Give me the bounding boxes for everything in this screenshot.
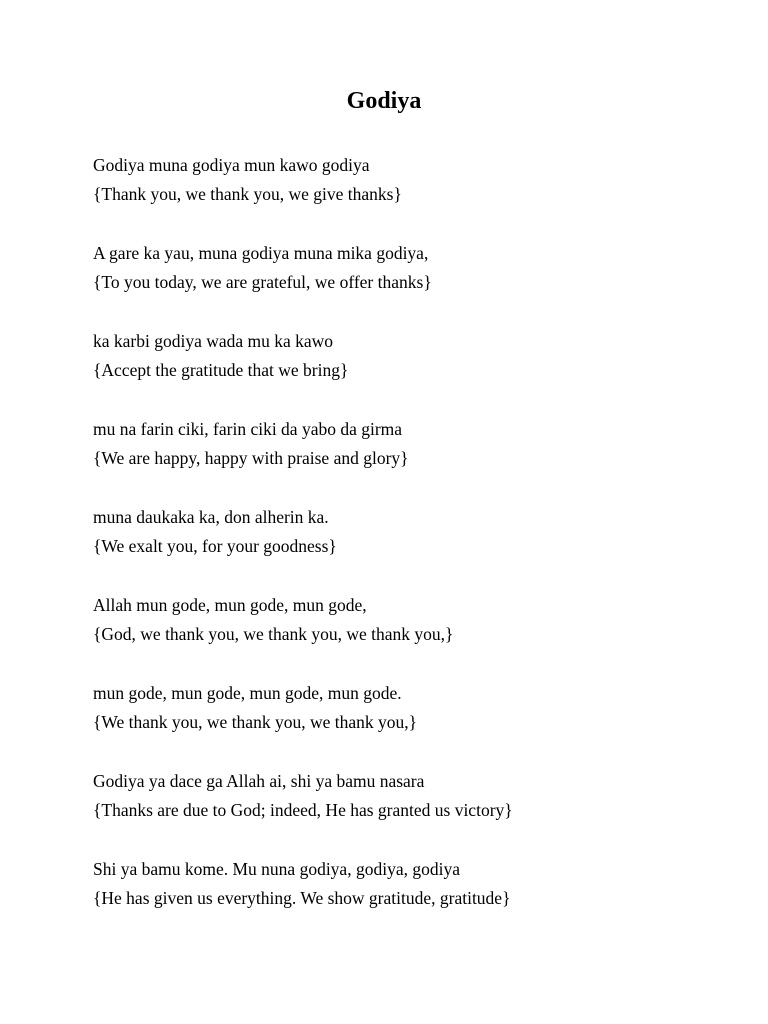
stanza-translation-line: {We exalt you, for your goodness} xyxy=(93,536,337,556)
stanza-translation-line: {Thanks are due to God; indeed, He has granted us victory} xyxy=(93,800,513,820)
stanza-7 xyxy=(93,679,713,767)
stanza-original-line: A gare ka yau, muna godiya muna mika godiya, xyxy=(93,243,429,263)
stanza-list xyxy=(93,151,713,943)
stanza-translation-line: {He has given us everything. We show gratitude, gratitude} xyxy=(93,888,511,908)
stanza-translation-line: {To you today, we are grateful, we offer thanks} xyxy=(93,272,432,292)
stanza-1 xyxy=(93,151,713,239)
document-title: Godiya xyxy=(346,88,422,114)
stanza-original-line: mu na farin ciki, farin ciki da yabo da girma xyxy=(93,419,403,439)
stanza-5 xyxy=(93,503,713,591)
stanza-translation-line: {We thank you, we thank you, we thank you,} xyxy=(93,712,418,732)
stanza-translation-line: {Thank you, we thank you, we give thanks} xyxy=(93,184,402,204)
stanza-original-line: mun gode, mun gode, mun gode, mun gode. xyxy=(93,683,402,703)
stanza-original-line: Allah mun gode, mun gode, mun gode, xyxy=(93,595,367,615)
stanza-original-line: Shi ya bamu kome. Mu nuna godiya, godiya, godiya xyxy=(93,859,460,879)
stanza-6 xyxy=(93,591,713,679)
stanza-3 xyxy=(93,327,713,415)
stanza-original-line: Godiya ya dace ga Allah ai, shi ya bamu nasara xyxy=(93,771,425,791)
stanza-original-line: Godiya muna godiya mun kawo godiya xyxy=(93,155,370,175)
stanza-translation-line: {God, we thank you, we thank you, we thank you,} xyxy=(93,624,454,644)
stanza-2 xyxy=(93,239,713,327)
stanza-4 xyxy=(93,415,713,503)
stanza-translation-line: {Accept the gratitude that we bring} xyxy=(93,360,349,380)
stanza-original-line: muna daukaka ka, don alherin ka. xyxy=(93,507,329,527)
stanza-translation-line: {We are happy, happy with praise and glory} xyxy=(93,448,409,468)
stanza-original-line: ka karbi godiya wada mu ka kawo xyxy=(93,331,334,351)
stanza-9 xyxy=(93,855,713,943)
stanza-8 xyxy=(93,767,713,855)
